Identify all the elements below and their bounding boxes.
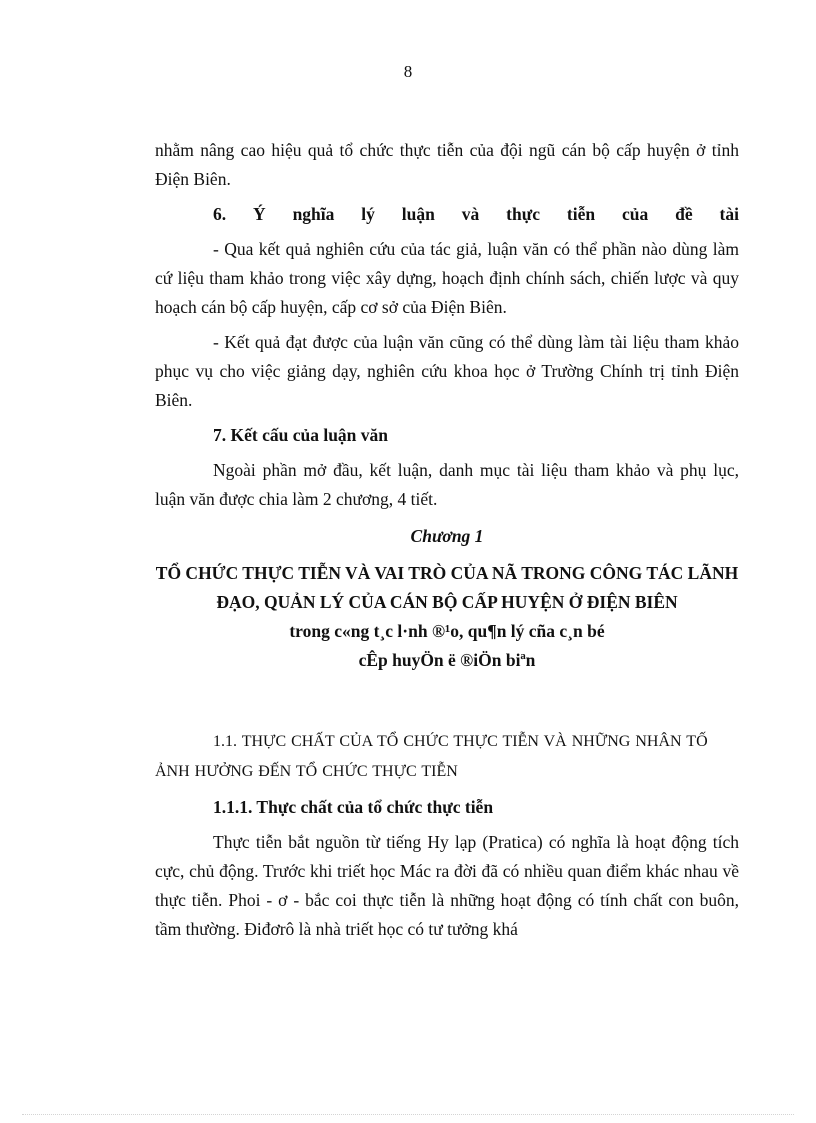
chapter-title: TỔ CHỨC THỰC TIỄN VÀ VAI TRÒ CỦA NÃ TRONG CÔNG TÁC LÃNH ĐẠO, QUẢN LÝ CỦA CÁN BỘ CẤP HUYỆN Ở ĐIỆN BIÊN: [155, 563, 739, 612]
page-bottom-divider: [22, 1114, 794, 1115]
paragraph-continuation: nhằm nâng cao hiệu quả tổ chức thực tiễn của đội ngũ cán bộ cấp huyện ở tỉnh Điện Biên.: [155, 140, 739, 189]
document-body: [155, 136, 739, 950]
heading-structure: 7. Kết cấu của luận văn: [213, 425, 389, 445]
heading-significance: 6. Ý nghĩa lý luận và thực tiễn của đề tài: [213, 204, 739, 224]
paragraph-practice: Thực tiễn bắt nguồn từ tiếng Hy lạp (Pratica) có nghĩa là hoạt động tích cực, chủ động. Trước khi triết học Mác ra đời đã có nhiều quan điểm khác nhau về thực tiễn. Phoi - ơ - bắc coi thực tiễn là những hoạt động có tính chất con buôn, tầm thường. Điđơrô là nhà triết học có tư tưởng khá: [155, 832, 739, 939]
chapter-subtitle-line-1: trong c«ng t¸c l·nh ®¹o, qu¶n lý cña c¸n bé: [289, 621, 605, 641]
subsection-title: 1.1.1. Thực chất của tổ chức thực tiễn: [213, 797, 494, 817]
chapter-label: Chương 1: [410, 526, 484, 546]
paragraph-significance-1: - Qua kết quả nghiên cứu của tác giả, luận văn có thể phần nào dùng làm cứ liệu tham khảo trong việc xây dựng, hoạch định chính sách, chiến lược và quy hoạch cán bộ cấp huyện, cấp cơ sở của Điện Biên.: [155, 239, 739, 317]
section-title: 1.1. THỰC CHẤT CỦA TỔ CHỨC THỰC TIỄN VÀ NHỮNG NHÂN TỐ ẢNH HƯỞNG ĐẾN TỔ CHỨC THỰC TIỄN: [155, 733, 708, 780]
chapter-subtitle-line-2: cÊp huyÖn ë ®iÖn biªn: [358, 650, 536, 670]
page-number: 8: [403, 62, 413, 81]
paragraph-significance-2: - Kết quả đạt được của luận văn cũng có thể dùng làm tài liệu tham khảo phục vụ cho việc giảng dạy, nghiên cứu khoa học ở Trường Chính trị tỉnh Điện Biên.: [155, 332, 739, 410]
paragraph-structure: Ngoài phần mở đầu, kết luận, danh mục tài liệu tham khảo và phụ lục, luận văn được chia làm 2 chương, 4 tiết.: [155, 460, 739, 509]
